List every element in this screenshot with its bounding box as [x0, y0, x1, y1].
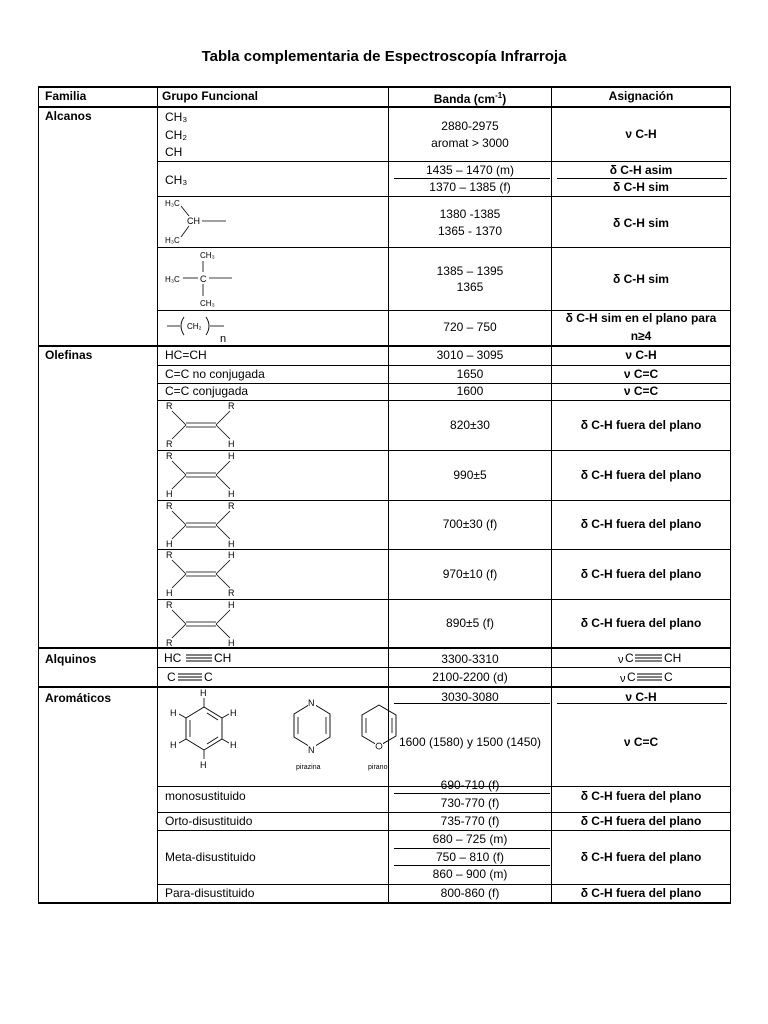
- label-c: C: [625, 651, 634, 665]
- label-c: C: [204, 670, 213, 684]
- label-h: H: [200, 760, 207, 770]
- band-value: 990±5: [453, 468, 487, 482]
- group-para: Para-disustituido: [165, 886, 255, 900]
- assignment: δ C-H fuera del plano: [580, 567, 702, 581]
- label-n: N: [308, 745, 315, 755]
- col-divider-1: [157, 86, 158, 904]
- band-value: 680 – 725 (m): [432, 832, 508, 846]
- assignment: δ C-H fuera del plano: [580, 814, 702, 828]
- substituent-label: H: [228, 638, 235, 648]
- internal-alkyne-structure: [162, 668, 282, 686]
- substituent-label: R: [228, 401, 235, 411]
- label-h: H: [230, 708, 237, 718]
- band-value: 2100-2200 (d): [432, 670, 508, 684]
- group-meta: Meta-disustituido: [165, 850, 256, 864]
- label-pirazina: pirazina: [296, 764, 321, 771]
- substituent-label: H: [166, 539, 173, 549]
- band-value: 820±30: [450, 418, 490, 432]
- label-ch: CH: [214, 651, 232, 665]
- group-ch3: CH₃: [165, 173, 188, 187]
- ir-table: [38, 86, 731, 904]
- band-sub-rule: [394, 865, 550, 866]
- substituent-label: H: [228, 539, 235, 549]
- family-olefinas: Olefinas: [45, 348, 93, 362]
- alkene-structure: [162, 600, 272, 648]
- substituent-label: R: [228, 588, 235, 598]
- substituent-label: H: [228, 550, 235, 560]
- assignment: δ C-H sim: [613, 216, 669, 230]
- substituent-label: H: [166, 489, 173, 499]
- group-text: C=C no conjugada: [165, 367, 265, 381]
- band-sub-rule: [394, 848, 550, 849]
- band-value: 1600: [456, 384, 484, 398]
- terminal-alkyne-structure: [162, 649, 282, 667]
- label-n: n: [220, 333, 227, 345]
- band-value: 690-710 (f): [440, 778, 500, 792]
- alkene-structure: [162, 451, 272, 499]
- aromatic-rings-structure: [162, 687, 387, 785]
- assignment: δ C-H asim: [609, 163, 673, 177]
- benzene-ring: [170, 688, 237, 770]
- assignment: δ C-H fuera del plano: [580, 418, 702, 432]
- band-value: 800-860 (f): [440, 886, 500, 900]
- band-value: 735-770 (f): [440, 814, 500, 828]
- label-nu: ν: [618, 654, 624, 666]
- header-bottom-rule: [38, 106, 731, 108]
- band-value: 1385 – 1395: [436, 264, 504, 278]
- label-c: C: [627, 670, 636, 684]
- substituent-label: R: [166, 401, 173, 411]
- document-title: Tabla complementaria de Espectroscopía Infrarroja: [201, 48, 567, 65]
- label-h: H: [170, 708, 177, 718]
- assignment-alkyne-cc-stretch: [618, 649, 718, 667]
- alkene-structure: [162, 501, 272, 549]
- band-value: 970±10 (f): [442, 567, 498, 581]
- section-rule-olefinas: [38, 345, 731, 347]
- substituent-label: H: [166, 588, 173, 598]
- band-value: 3030-3080: [441, 690, 499, 704]
- assignment: ν C=C: [623, 735, 659, 749]
- band-value: 1600 (1580) y 1500 (1450): [398, 735, 542, 749]
- label-h3c: H₃C: [165, 275, 180, 284]
- label-ch3: CH₃: [200, 251, 215, 260]
- band-value: 1435 – 1470 (m): [425, 163, 515, 177]
- family-alquinos: Alquinos: [45, 652, 97, 666]
- pyrazine-ring: [294, 697, 330, 771]
- label-ch2: CH₂: [187, 322, 202, 331]
- label-c: C: [664, 670, 673, 684]
- row-rule: [157, 812, 731, 813]
- assignment: δ C-H fuera del plano: [580, 517, 702, 531]
- band-value: 890±5 (f): [446, 616, 494, 630]
- header-familia: Familia: [45, 89, 87, 103]
- label-ch: CH: [187, 216, 200, 226]
- label-h3c: H₃C: [165, 199, 180, 208]
- label-ch: CH: [664, 651, 682, 665]
- substituent-label: R: [166, 451, 173, 461]
- substituent-label: R: [228, 501, 235, 511]
- assignment: δ C-H fuera del plano: [580, 850, 702, 864]
- assignment: δ C-H sim en el plano para: [565, 311, 717, 325]
- family-aromaticos: Aromáticos: [45, 691, 112, 705]
- tert-butyl-structure: [162, 248, 282, 310]
- table-border-left: [38, 86, 39, 904]
- substituent-label: R: [166, 600, 173, 610]
- assignment: ν C=C: [623, 384, 659, 398]
- band-value: 1380 -1385: [439, 207, 501, 221]
- assignment-alkyne-cc-stretch: [620, 668, 700, 686]
- group-ch: CH: [165, 145, 183, 159]
- header-grupo-funcional: Grupo Funcional: [162, 89, 258, 103]
- header-banda-sup: -1: [495, 91, 503, 100]
- substituent-label: H: [228, 451, 235, 461]
- family-alcanos: Alcanos: [45, 109, 92, 123]
- substituent-label: R: [166, 638, 173, 648]
- substituent-label: R: [166, 501, 173, 511]
- assignment: δ C-H sim: [613, 180, 669, 194]
- label-h: H: [230, 740, 237, 750]
- label-n: N: [308, 698, 315, 708]
- alkene-structure: [162, 401, 272, 449]
- band-value: 750 – 810 (f): [435, 850, 505, 864]
- assignment: δ C-H fuera del plano: [580, 616, 702, 630]
- label-hc: HC: [164, 651, 182, 665]
- header-asignacion: Asignación: [608, 89, 674, 103]
- band-value: 730-770 (f): [440, 796, 500, 810]
- group-monosustituido: monosustituido: [165, 789, 246, 803]
- band-sub-rule: [394, 793, 550, 794]
- label-h: H: [170, 740, 177, 750]
- label-h3c: H₃C: [165, 236, 180, 245]
- assignment: δ C-H fuera del plano: [580, 468, 702, 482]
- asg-sub-rule: [557, 178, 727, 179]
- assignment: δ C-H fuera del plano: [580, 886, 702, 900]
- table-border-top: [38, 86, 731, 88]
- assignment: δ C-H sim: [613, 272, 669, 286]
- label-h: H: [200, 688, 207, 698]
- table-border-bottom: [38, 902, 731, 904]
- group-ch2: CH₂: [165, 128, 187, 142]
- band-value: 1370 – 1385 (f): [429, 180, 511, 194]
- substituent-label: R: [166, 439, 173, 449]
- band-value: 700±30 (f): [442, 517, 498, 531]
- group-ch3: CH₃: [165, 110, 188, 124]
- assignment: ν C-H: [625, 127, 657, 141]
- label-pirano: pirano: [368, 764, 388, 771]
- band-value: aromat > 3000: [431, 136, 509, 150]
- substituent-label: H: [228, 439, 235, 449]
- alkene-structure: [162, 550, 272, 598]
- band-value: 1365: [456, 280, 484, 294]
- assignment: n≥4: [630, 329, 652, 343]
- band-value: 720 – 750: [443, 320, 497, 334]
- label-c: C: [200, 274, 207, 284]
- assignment: ν C-H: [625, 690, 657, 704]
- label-ch3: CH₃: [200, 299, 215, 308]
- band-value: 3300-3310: [441, 652, 499, 666]
- band-sub-rule: [394, 178, 550, 179]
- isopropyl-structure: [162, 197, 272, 247]
- label-nu: ν: [620, 673, 626, 685]
- row-rule: [157, 830, 731, 831]
- band-value: 1650: [456, 367, 484, 381]
- col-divider-2: [388, 86, 389, 904]
- header-banda-text: Banda (cm: [433, 92, 496, 106]
- assignment: ν C=C: [623, 367, 659, 381]
- group-text: HC=CH: [165, 348, 207, 362]
- assignment: ν C-H: [625, 348, 657, 362]
- band-value: 2880-2975: [441, 119, 499, 133]
- row-rule: [157, 161, 731, 162]
- band-value: 860 – 900 (m): [432, 867, 508, 881]
- label-c: C: [167, 670, 176, 684]
- band-value: 3010 – 3095: [436, 348, 504, 362]
- row-rule: [157, 365, 731, 366]
- band-value: 1365 - 1370: [437, 224, 503, 238]
- substituent-label: R: [166, 550, 173, 560]
- col-divider-3: [551, 86, 552, 904]
- row-rule: [157, 884, 731, 885]
- substituent-label: H: [228, 489, 235, 499]
- header-banda-close: ): [502, 92, 507, 106]
- header-banda: [390, 89, 550, 106]
- methylene-chain-structure: [162, 311, 282, 345]
- assignment: δ C-H fuera del plano: [580, 789, 702, 803]
- substituent-label: H: [228, 600, 235, 610]
- group-text: C=C conjugada: [165, 384, 249, 398]
- table-border-right: [730, 86, 731, 904]
- group-orto: Orto-disustituido: [165, 814, 253, 828]
